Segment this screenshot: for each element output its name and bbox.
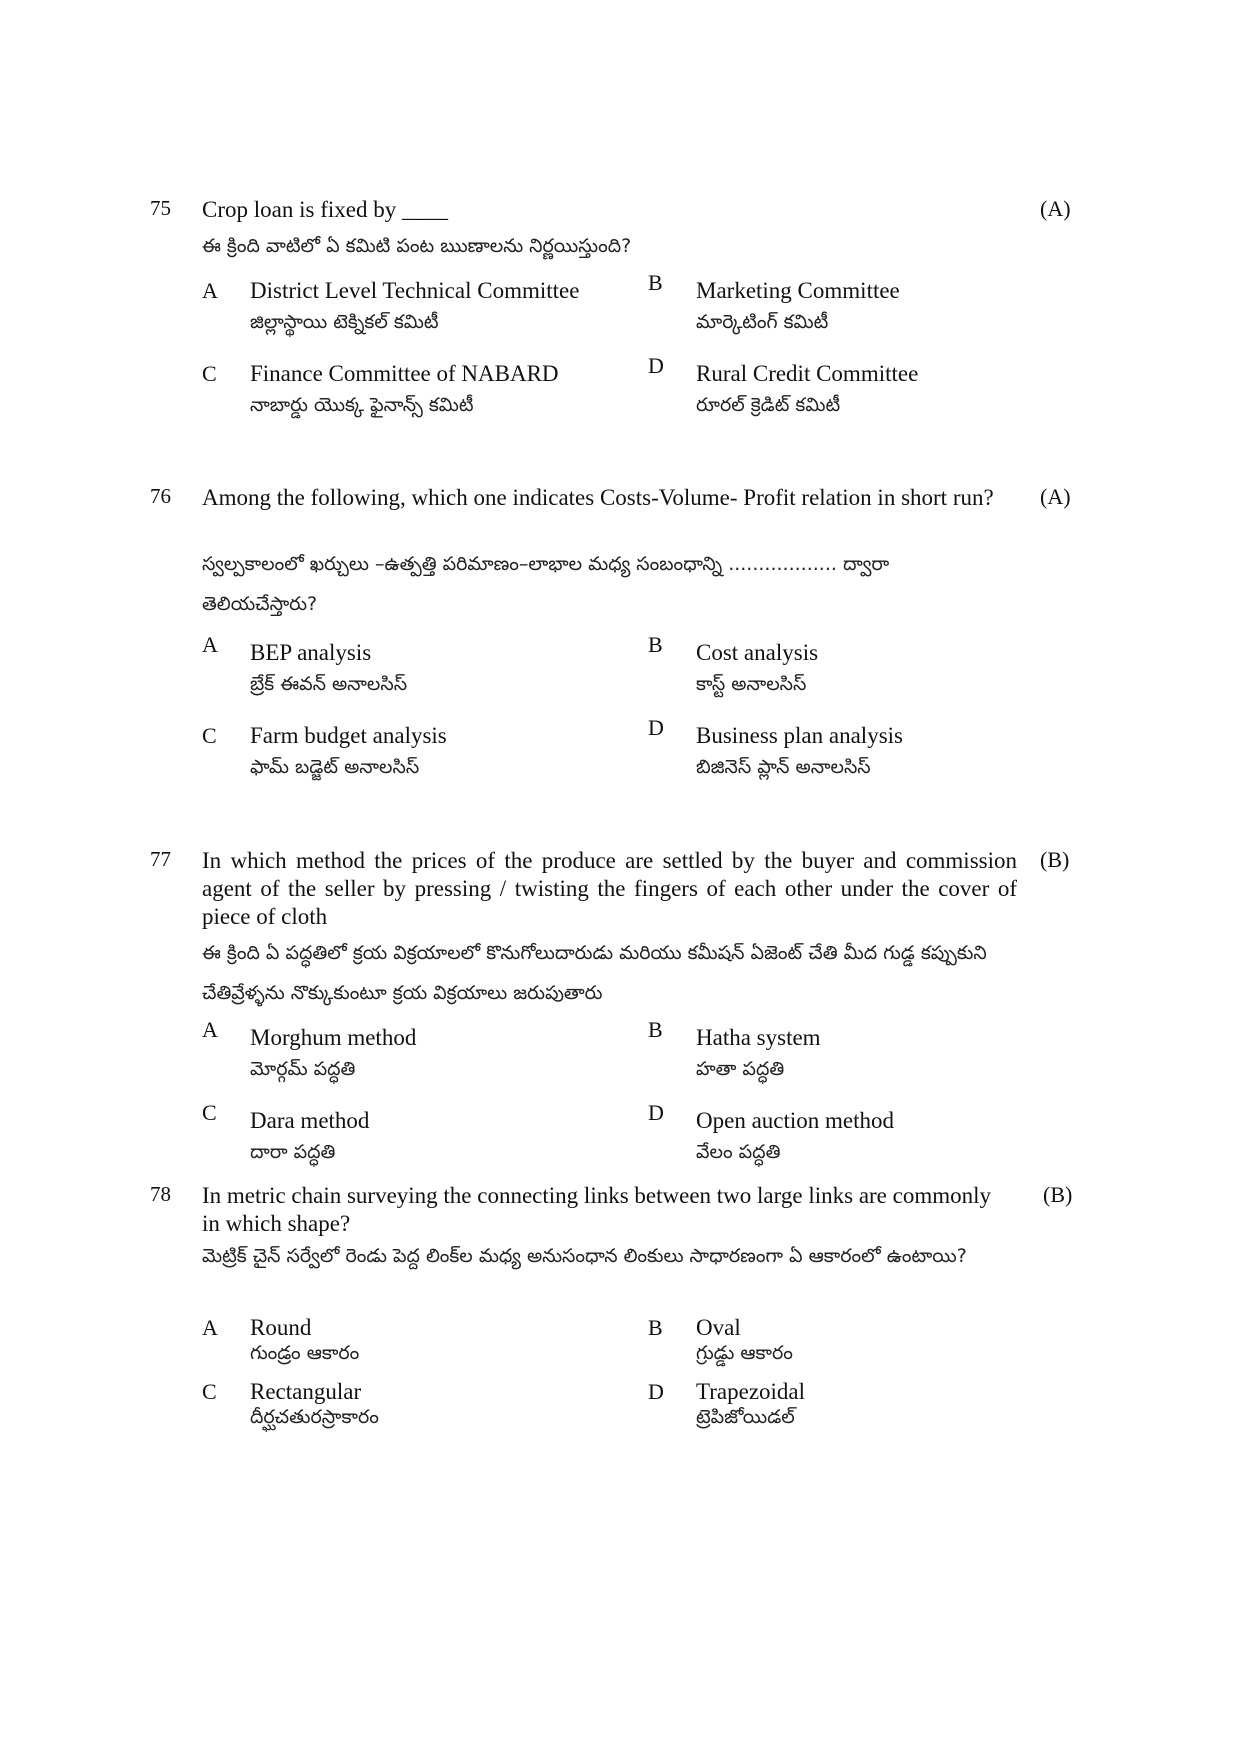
- option-letter: B: [648, 632, 663, 657]
- question-number: 78: [150, 1182, 171, 1206]
- answer-key: (A): [1040, 196, 1071, 221]
- option-text-te: బిజినెస్ ప్లాన్ అనాలసిస్: [696, 756, 871, 778]
- option-text-en: Round: [250, 1315, 312, 1340]
- option-text-en: Cost analysis: [696, 640, 819, 665]
- option-letter: C: [202, 361, 217, 386]
- option-letter: B: [648, 1017, 663, 1042]
- option-text-en: Farm budget analysis: [250, 723, 447, 748]
- question-text-te: మెట్రిక్ చైన్ సర్వేలో రెండు పెద్ద లింక్‌ల మధ్య అనుసంధాన లింకులు సాధారణంగా ఏ ఆకారంలో ఉంటాయి?: [202, 1245, 967, 1267]
- question-text-en: Among the following, which one indicates Costs-Volume- Profit relation in short run?: [202, 485, 994, 510]
- option-text-en: BEP analysis: [250, 640, 372, 665]
- option-letter: C: [202, 1379, 217, 1404]
- option-letter: A: [202, 1017, 218, 1042]
- question-number: 75: [150, 196, 171, 220]
- option-text-te: వేలం పద్ధతి: [696, 1141, 781, 1163]
- question-number: 77: [150, 847, 171, 871]
- option-letter: C: [202, 723, 217, 748]
- option-letter: D: [648, 715, 664, 740]
- option-text-te: ట్రెపిజోయిడల్: [696, 1406, 795, 1428]
- option-text-te: గ్రుడ్డు ఆకారం: [696, 1342, 793, 1364]
- option-letter: D: [648, 1379, 664, 1404]
- option-text-en: Rural Credit Committee: [696, 361, 919, 386]
- option-letter: B: [648, 270, 663, 295]
- option-text-en: District Level Technical Committee: [250, 278, 580, 303]
- answer-key: (B): [1040, 847, 1070, 872]
- option-text-te: మోర్గమ్ పద్ధతి: [250, 1058, 356, 1080]
- question-text-en: In metric chain surveying the connecting links between two large links are commonly in which shape?: [202, 1183, 992, 1236]
- option-text-te: జిల్లాస్థాయి టెక్నికల్ కమిటీ: [250, 311, 439, 333]
- option-letter: C: [202, 1100, 217, 1125]
- option-text-te: రూరల్ క్రెడిట్ కమిటీ: [696, 394, 841, 416]
- option-text-te: గుండ్రం ఆకారం: [250, 1342, 360, 1364]
- option-letter: A: [202, 1315, 218, 1340]
- option-text-en: Business plan analysis: [696, 723, 903, 748]
- question-text-te: స్వల్పకాలంలో ఖర్చులు –ఉత్పత్తి పరిమాణం–లాభాల మధ్య సంబంధాన్ని .................. ద్వారా తెలియచేస్తారు?: [202, 553, 890, 615]
- option-text-te: మార్కెటింగ్ కమిటీ: [696, 311, 829, 333]
- option-text-en: Rectangular: [250, 1379, 362, 1404]
- option-text-en: Oval: [696, 1315, 741, 1340]
- option-text-te: దీర్ఘచతురస్రాకారం: [250, 1406, 379, 1428]
- option-letter: A: [202, 632, 218, 657]
- option-letter: A: [202, 278, 218, 303]
- option-text-en: Morghum method: [250, 1025, 417, 1050]
- answer-key: (A): [1040, 484, 1071, 509]
- option-text-te: దారా పద్ధతి: [250, 1141, 336, 1163]
- question-text-te: ఈ క్రింది ఏ పద్ధతిలో క్రయ విక్రయాలలో కొనుగోలుదారుడు మరియు కమీషన్ ఏజెంట్ చేతి మీద గుడ్డ కప్పుకుని చేతివ్రేళ్ళను నొక్కుకుంటూ క్రయ విక్రయాలు జరుపుతారు: [202, 942, 987, 1004]
- option-letter: D: [648, 1100, 664, 1125]
- question-text-en: Crop loan is fixed by ____: [202, 197, 448, 222]
- option-text-en: Hatha system: [696, 1025, 821, 1050]
- answer-key: (B): [1043, 1182, 1073, 1207]
- question-number: 76: [150, 484, 171, 508]
- option-text-te: నాబార్డు యొక్క ఫైనాన్స్ కమిటీ: [250, 394, 474, 416]
- option-text-en: Trapezoidal: [696, 1379, 806, 1404]
- option-text-en: Finance Committee of NABARD: [250, 361, 559, 386]
- option-letter: B: [648, 1315, 663, 1340]
- question-text-te: ఈ క్రింది వాటిలో ఏ కమిటి పంట ఋణాలను నిర్ణయిస్తుంది?: [202, 235, 632, 257]
- option-text-te: బ్రేక్ ఈవన్ అనాలసిస్: [250, 673, 408, 695]
- option-text-en: Dara method: [250, 1108, 370, 1133]
- option-text-te: ఫామ్ బడ్జెట్ అనాలసిస్: [250, 756, 420, 778]
- option-text-en: Open auction method: [696, 1108, 895, 1133]
- question-text-en: In which method the prices of the produce are settled by the buyer and commission agent of the seller by pressing / twisting the fingers of each other under the cover of piece of cloth: [202, 848, 1017, 929]
- option-text-te: కాస్ట్ అనాలసిస్: [696, 673, 807, 695]
- option-letter: D: [648, 353, 664, 378]
- option-text-en: Marketing Committee: [696, 278, 900, 303]
- option-text-te: హతా పద్ధతి: [696, 1058, 785, 1080]
